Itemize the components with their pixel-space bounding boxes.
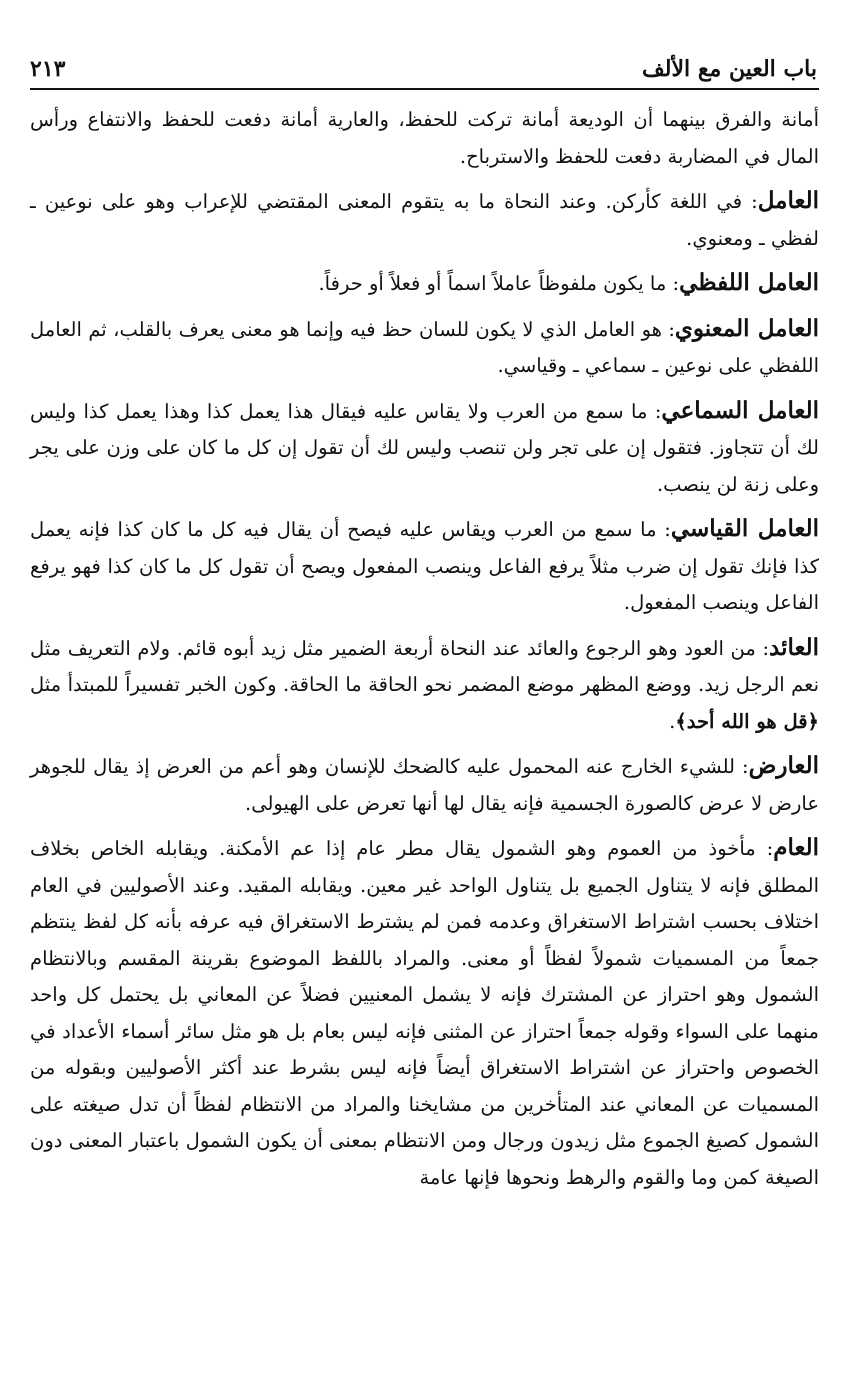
entry-term: العامل القياسي xyxy=(670,515,819,542)
entry-term: العامل المعنوي xyxy=(674,314,819,342)
entry-al-amil-al-lafzi xyxy=(30,265,819,303)
quran-quotation: ﴿قل هو الله أحد﴾ xyxy=(675,709,819,733)
entry-text: : ما يكون ملفوظاً عاملاً اسماً أو فعلاً أو حرفاً. xyxy=(318,272,680,295)
entry-term: العائد xyxy=(769,633,819,661)
entry-al-amil-al-qiyasi xyxy=(30,511,819,622)
page-body xyxy=(30,102,819,1196)
entry-text: : من العود وهو الرجوع والعائد عند النحاة أربعة الضمير مثل زيد أبوه قائم. ولام التعريف مثل نعم الرجل زيد. ووضع المظهر موضع المضمر نحو الحاقة ما الحاقة. وكون الخبر تفسيراً للمبتدأ مثل xyxy=(30,636,819,696)
entry-term: العارض xyxy=(748,752,819,779)
entry-text: : في اللغة كأركن. وعند النحاة ما به يتقوم المعنى المقتضي للإعراب وهو على نوعين ـ لفظي ـ ومعنوي. xyxy=(30,190,819,250)
page-number: ٢١٣ xyxy=(30,56,66,82)
entry-text: : مأخوذ من العموم وهو الشمول يقال مطر عام إذا عم الأمكنة. ويقابله الخاص بخلاف المطلق فإنه لا يتناول الجميع بل يتناول الواحد غير معين. ويقابله المقيد. وعند الأصوليين في العام اختلاف بحسب اشتراط الاستغراق وعدمه فمن لم يشترط الاستغراق فيه عرفه بأنه كل لفظ ينتظم جمعاً من المسميات شمولاً لفظاً أو معنى. والمراد باللفظ الموضوع بقرينة المقسم وبالانتظام الشمول وهو احتراز عن المشترك فإنه لا يشمل المعنيين فضلاً عن المعاني بل يحتمل كل واحد منهما على السواء وقوله جمعاً احتراز عن المثنى فإنه ليس بعام بل هو مثل سائر أسماء الأعداد في الخصوص واحتراز عن اشتراط الاستغراق أيضاً فإنه ليس بشرط عند أكثر الأصوليين وبقوله من المسميات عن المعاني عند المتأخرين من مشايخنا والمراد من الانتظام لفظاً أن تدل صيغته على الشمول كصيغ الجموع مثل زيدون ورجال ومن الانتظام بمعنى أن يكون الشمول باعتبار المعنى دون الصيغة كمن وما والقوم والرهط ونحوها فإنها عامة xyxy=(30,837,819,1189)
entry-text: : ما سمع من العرب ولا يقاس عليه فيقال هذا يعمل كذا وهذا يعمل كذا وليس لك أن تتجاوز. فتقول إن على تجر ولن تنصب وليس لك أن تقول إن كل ما كان على وزن على يجر وعلى زنة لن ينصب. xyxy=(30,399,819,496)
entry-al-amil-al-manawi xyxy=(30,311,819,385)
entry-text: : هو العامل الذي لا يكون للسان حظ فيه وإنما هو معنى يعرف بالقلب، ثم العامل اللفظي على نوعين ـ سماعي ـ وقياسي. xyxy=(30,317,819,377)
entry-al-amm xyxy=(30,830,819,1196)
entry-text: : للشيء الخارج عنه المحمول عليه كالضحك للإنسان وهو أعم من العرض إذ يقال للجوهر عارض لا عرض كالصورة الجسمية فإنه يقال لها أنها تعرض على الهيولى. xyxy=(30,755,819,815)
entry-al-amil-al-samai xyxy=(30,393,819,504)
entry-text: : ما سمع من العرب ويقاس عليه فيصح أن يقال فيه كل ما كان كذا فإنه يعمل كذا فإنك تقول إن ضرب مثلاً يرفع الفاعل وينصب المفعول ويصح أن تقول كل ما كان كذا فهو يرفع الفاعل وينصب المفعول. xyxy=(30,518,819,614)
entry-text: أمانة والفرق بينهما أن الوديعة أمانة تركت للحفظ، والعارية أمانة دفعت للحفظ والانتفاع ورأس المال في المضاربة دفعت للحفظ والاسترباح. xyxy=(30,108,819,168)
entry-al-arid xyxy=(30,748,819,822)
entry-term: العامل اللفظي xyxy=(679,269,819,296)
entry-al-amil xyxy=(30,183,819,257)
running-head: باب العين مع الألف xyxy=(642,56,817,82)
page-header xyxy=(30,50,819,90)
entry-al-aid xyxy=(30,630,819,741)
entry-term: العامل السماعي xyxy=(661,396,819,424)
entry-continuation xyxy=(30,102,819,175)
entry-term: العامل xyxy=(757,187,819,214)
entry-term: العام xyxy=(773,834,819,861)
entry-text-tail: . xyxy=(669,709,676,733)
